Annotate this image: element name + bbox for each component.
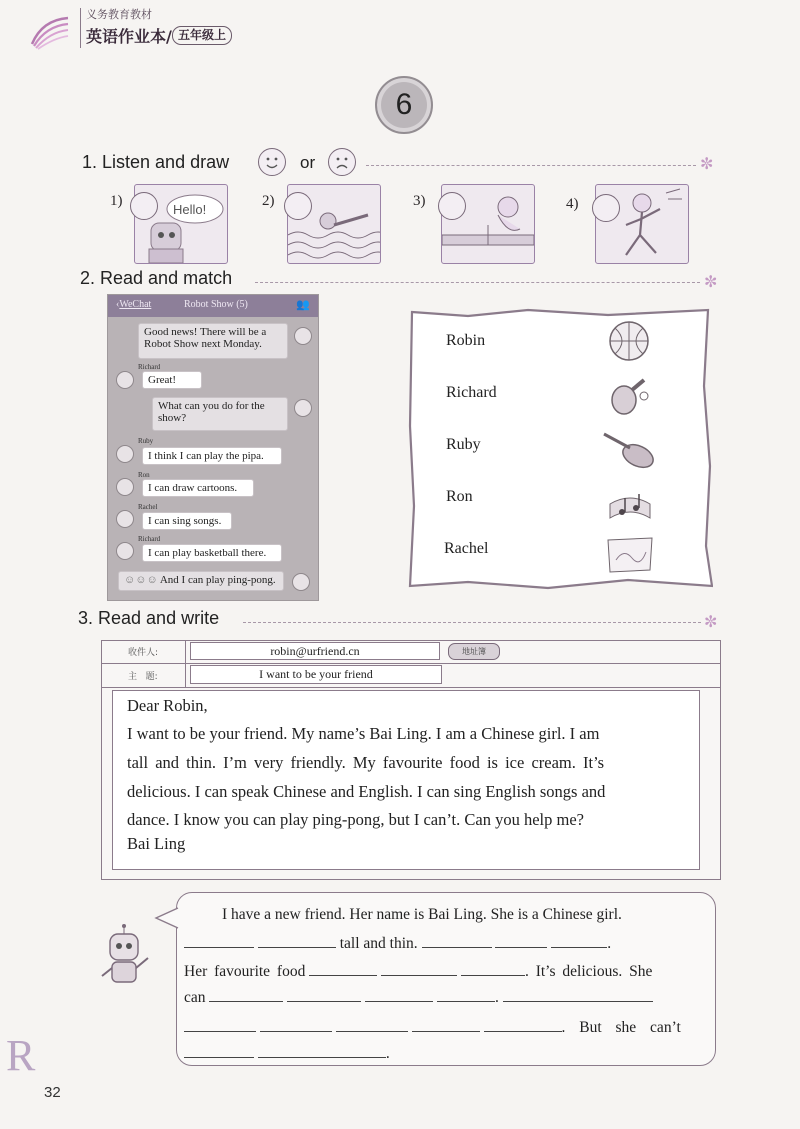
email-divider: [185, 641, 186, 687]
fill-line-5: [184, 1018, 681, 1037]
blank[interactable]: [365, 988, 433, 1002]
section2-title: 2. Read and match: [80, 268, 233, 288]
section2-rule: [255, 282, 700, 283]
flower-icon: ✼: [704, 614, 718, 631]
ping-pong-paddle-icon[interactable]: [608, 372, 652, 418]
chat-sender: Ron: [138, 471, 150, 479]
pipa-icon[interactable]: [600, 430, 662, 470]
blank[interactable]: [484, 1018, 562, 1032]
to-field[interactable]: robin@urfriend.cn: [190, 642, 440, 660]
fill-text: tall and thin.: [339, 935, 418, 952]
fill-text: can: [184, 989, 206, 1006]
email-line: dance. I know you can play ping-pong, but I can’t. Can you help me?: [127, 810, 584, 829]
chat-message: I can sing songs.: [142, 512, 232, 530]
match-name: Rachel: [444, 540, 489, 557]
blank[interactable]: [209, 988, 283, 1002]
address-book-button[interactable]: 地址簿: [448, 643, 500, 660]
subject-field[interactable]: I want to be your friend: [190, 665, 442, 684]
email-line: delicious. I can speak Chinese and English. I can sing English songs and: [127, 782, 606, 801]
fill-line-3: [184, 962, 652, 981]
blank[interactable]: [551, 934, 607, 948]
section3-title: 3. Read and write: [78, 608, 220, 628]
chat-message: Great!: [142, 371, 202, 389]
robot-avatar-icon: [116, 445, 134, 463]
blank[interactable]: [184, 1018, 256, 1032]
blank[interactable]: [495, 934, 547, 948]
series-title: 义务教育教材: [86, 8, 152, 21]
match-name: Ruby: [446, 436, 481, 453]
sad-face-icon: [328, 148, 356, 176]
fill-text: . It’s delicious. She: [524, 963, 653, 980]
hello-speech-text: Hello!: [173, 202, 207, 217]
cartoon-drawing-icon[interactable]: [604, 534, 656, 574]
fill-text: Her favourite food: [184, 963, 306, 980]
section3-rule: [243, 622, 701, 623]
robot-avatar-icon: [294, 399, 312, 417]
fill-line-1: I have a new friend. Her name is Bai Ling. She is a Chinese girl.: [222, 906, 622, 923]
robot-avatar-icon: [116, 371, 134, 389]
to-label: 收件人:: [128, 648, 159, 658]
section1-title: 1. Listen and draw: [82, 152, 230, 172]
robot-avatar-icon: [116, 510, 134, 528]
blank[interactable]: [260, 1018, 332, 1032]
email-line: I want to be your friend. My name’s Bai Ling. I am a Chinese girl. I am: [127, 724, 600, 743]
fill-line-2: tall and thin. .: [184, 934, 611, 953]
smile-face-icon: [258, 148, 286, 176]
chat-message: I can play basketball there.: [142, 544, 282, 562]
flower-icon: ✼: [704, 274, 718, 291]
emoji-icon: ☺☺☺: [124, 574, 160, 586]
speech-pointer: [152, 906, 182, 930]
page-number: 32: [44, 1084, 61, 1101]
book-title: [86, 24, 172, 47]
email-line: tall and thin. I’m very friendly. My favourite food is ice cream. It’s: [127, 753, 605, 772]
grade-badge: 五年级上: [172, 26, 232, 45]
publisher-logo-icon: [28, 14, 72, 50]
chat-message: I can draw cartoons.: [142, 479, 254, 497]
blank[interactable]: [422, 934, 492, 948]
item-1-label: 1): [110, 193, 123, 209]
email-divider: [102, 687, 720, 688]
chat-sender: Rachel: [138, 503, 158, 511]
blank[interactable]: [336, 1018, 408, 1032]
title-slash: /: [166, 27, 172, 46]
chat-message: What can you do for the show?: [152, 397, 288, 431]
chat-header: [108, 295, 318, 317]
corner-letter-r-icon: R: [6, 1031, 36, 1080]
match-name: Ron: [446, 488, 473, 505]
robot-mascot-icon: [96, 924, 152, 988]
or-word: or: [300, 153, 316, 172]
chat-message: Good news! There will be a Robot Show next Monday.: [138, 323, 288, 359]
match-name: Robin: [446, 332, 486, 349]
section1-rule: [366, 165, 696, 166]
unit-number-badge: 6: [375, 76, 433, 134]
blank[interactable]: [381, 962, 457, 976]
blank[interactable]: [258, 1044, 386, 1058]
header-divider: [80, 8, 81, 48]
email-line: Dear Robin,: [127, 696, 208, 715]
fill-line-6: .: [184, 1044, 390, 1063]
robot-avatar-icon: [292, 573, 310, 591]
chat-group-name: Robot Show (5): [184, 299, 248, 310]
fill-text: . But she can’t: [561, 1019, 681, 1036]
chat-window: [107, 294, 319, 601]
robot-avatar-icon: [116, 542, 134, 560]
book-title-text: 英语作业本: [86, 27, 167, 46]
blank[interactable]: [184, 1044, 254, 1058]
email-divider: [102, 663, 720, 664]
item-3-label: 3): [413, 193, 426, 209]
item-4-label: 4): [566, 196, 579, 212]
blank[interactable]: [503, 988, 653, 1002]
chat-sender: Richard: [138, 535, 161, 543]
group-members-icon[interactable]: 👥: [296, 299, 310, 311]
match-name: Richard: [446, 384, 497, 401]
blank[interactable]: [258, 934, 336, 948]
blank[interactable]: [461, 962, 525, 976]
blank[interactable]: [287, 988, 361, 1002]
blank-face-icon-4[interactable]: [592, 194, 620, 222]
item-2-label: 2): [262, 193, 275, 209]
fill-line-4: can .: [184, 988, 653, 1007]
chat-back-link[interactable]: ‹WeChat: [116, 299, 152, 310]
flower-icon: ✼: [700, 156, 714, 173]
blank-face-icon-1[interactable]: [130, 192, 158, 220]
blank[interactable]: [412, 1018, 480, 1032]
music-notes-icon[interactable]: [606, 484, 654, 524]
email-line: Bai Ling: [127, 834, 186, 853]
blank[interactable]: [437, 988, 495, 1002]
chat-message: [118, 571, 284, 591]
email-body: [112, 690, 700, 870]
robot-avatar-icon: [294, 327, 312, 345]
blank-face-icon-2[interactable]: [284, 192, 312, 220]
chat-message-text: And I can play ping-pong.: [159, 574, 276, 586]
chat-sender: Richard: [138, 363, 161, 371]
blank[interactable]: [184, 934, 254, 948]
blank[interactable]: [309, 962, 377, 976]
basketball-icon[interactable]: [606, 318, 652, 364]
subject-label: 主 题:: [128, 672, 158, 682]
chat-message: I think I can play the pipa.: [142, 447, 282, 465]
robot-avatar-icon: [116, 478, 134, 496]
chat-app-label: WeChat: [119, 299, 152, 310]
chat-sender: Ruby: [138, 437, 154, 445]
blank-face-icon-3[interactable]: [438, 192, 466, 220]
